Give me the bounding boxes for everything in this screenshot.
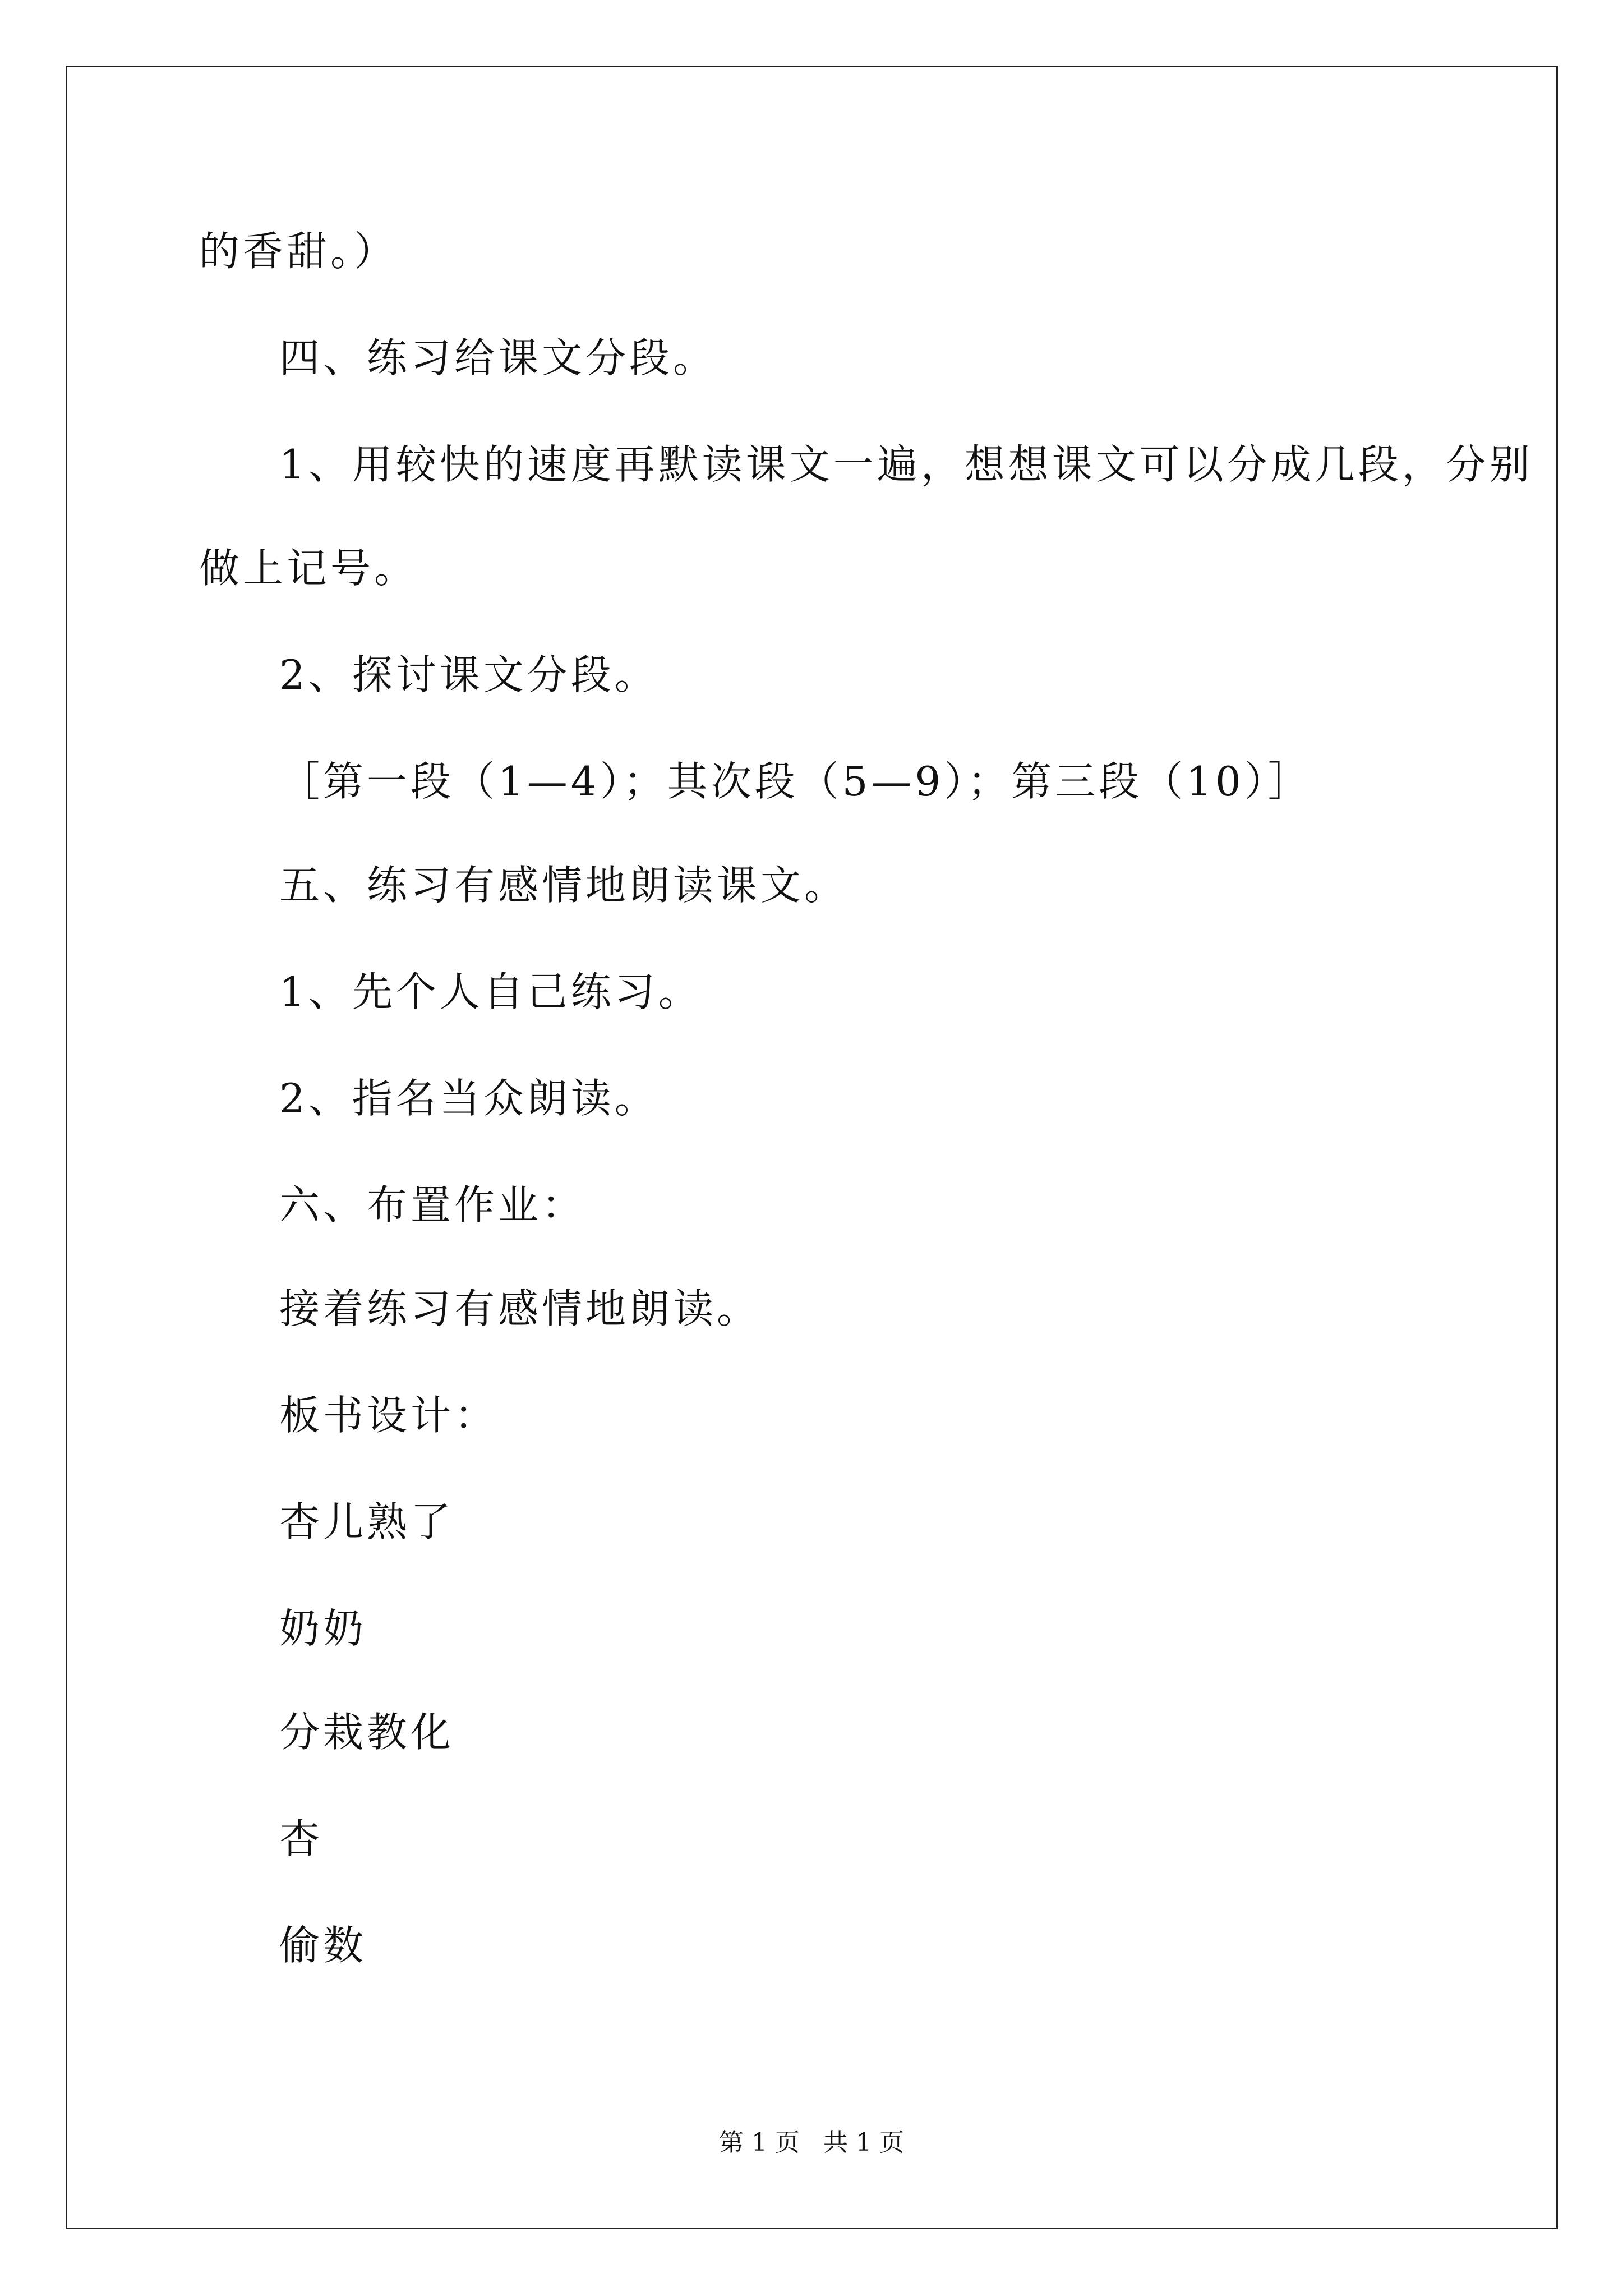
text-line-6: ［第一段（1—4）；其次段（5—9）；第三段（10）］ xyxy=(279,758,1312,805)
text-line-2: 四、练习给课文分段。 xyxy=(279,334,717,381)
text-line-3: 1、用较快的速度再默读课文一遍，想想课文可以分成几段，分别 xyxy=(279,441,1533,488)
text-line-16: 杏 xyxy=(279,1815,324,1862)
text-line-15: 分栽教化 xyxy=(279,1709,455,1756)
text-line-12: 板书设计： xyxy=(279,1392,499,1439)
text-line-4: 做上记号。 xyxy=(199,545,418,592)
page-footer: 第 1 页 共 1 页 xyxy=(719,2128,904,2157)
page-frame xyxy=(66,66,1558,2229)
text-line-5: 2、探讨课文分段。 xyxy=(279,651,658,698)
text-line-9: 2、指名当众朗读。 xyxy=(279,1075,658,1122)
text-line-8: 1、先个人自己练习。 xyxy=(279,968,702,1015)
text-line-14: 奶奶 xyxy=(279,1605,367,1652)
text-line-17: 偷数 xyxy=(279,1922,367,1969)
text-line-1: 的香甜。） xyxy=(199,228,398,275)
text-line-11: 接着练习有感情地朗读。 xyxy=(279,1285,761,1332)
text-line-7: 五、练习有感情地朗读课文。 xyxy=(279,862,849,909)
text-line-13: 杏儿熟了 xyxy=(279,1498,455,1545)
text-line-10: 六、布置作业： xyxy=(279,1181,586,1228)
